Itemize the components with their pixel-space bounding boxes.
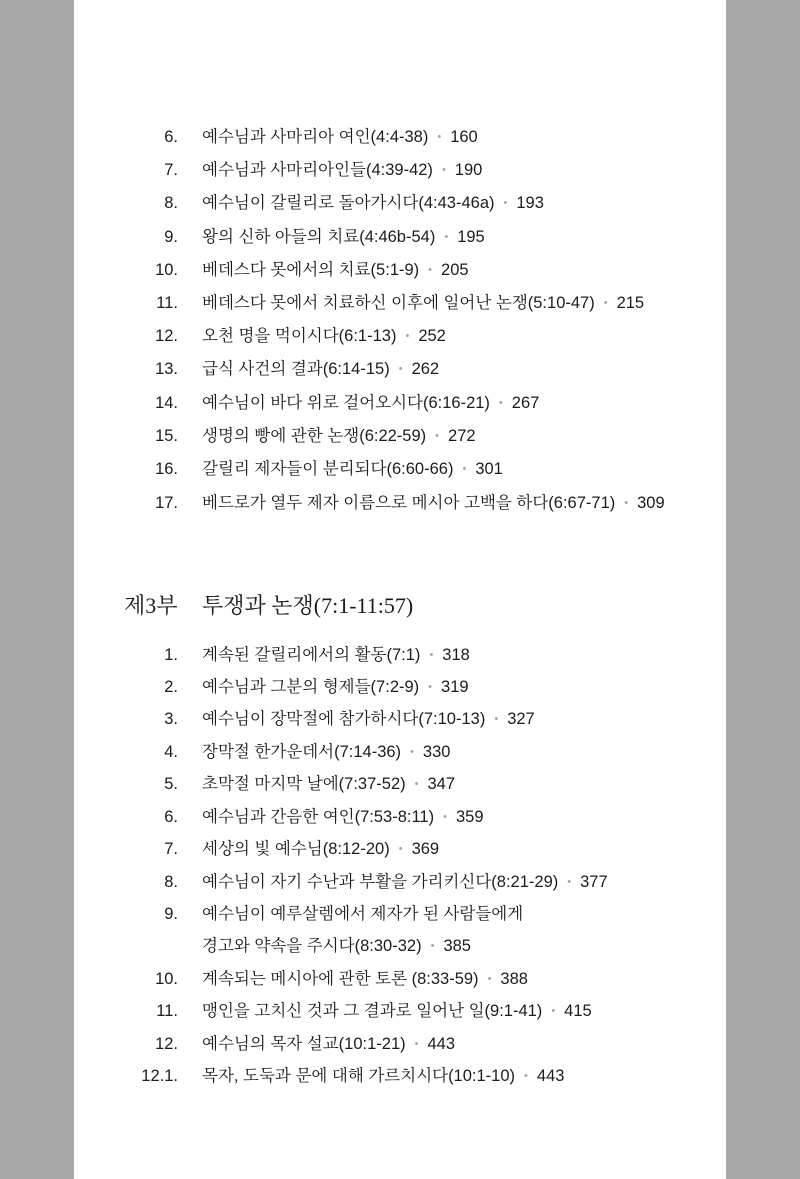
entry-title-line — [202, 866, 608, 898]
bullet-separator: • — [567, 876, 572, 888]
entry-page: 301 — [475, 460, 503, 478]
entry-title: 예수님이 갈릴리로 돌아가시다(4:43-46a) — [202, 194, 495, 212]
entry-title-line — [202, 287, 644, 319]
bullet-separator: • — [503, 197, 508, 209]
entry-title-line — [202, 801, 484, 833]
bullet-separator: • — [405, 330, 410, 342]
entry-number: 9. — [164, 228, 178, 246]
entry-title-line — [202, 1028, 455, 1060]
entry-number: 3. — [164, 710, 178, 728]
bullet-separator: • — [410, 746, 414, 758]
entry-page: 347 — [427, 775, 456, 793]
toc-entry[interactable] — [74, 671, 714, 703]
entry-number: 5. — [164, 775, 178, 793]
entry-page: 330 — [422, 743, 451, 761]
entry-number: 9. — [164, 905, 178, 923]
bullet-separator: • — [603, 297, 608, 309]
entry-title-line — [202, 736, 450, 768]
entry-number: 11. — [156, 294, 178, 312]
entry-title-line — [202, 930, 471, 962]
entry-title: 예수님이 자기 수난과 부활을 가리키신다(8:21-29) — [202, 873, 559, 891]
toc-entry[interactable] — [74, 768, 714, 800]
bullet-separator: • — [430, 940, 435, 952]
entry-page: 388 — [500, 970, 528, 988]
toc-entry[interactable] — [74, 703, 714, 735]
entry-number: 17. — [155, 494, 178, 512]
entry-page: 318 — [442, 646, 470, 664]
entry-page: 359 — [455, 808, 484, 826]
toc-entry[interactable] — [74, 453, 714, 485]
entry-number: 15. — [155, 427, 178, 445]
entry-title: 예수님과 사마리아인들(4:39-42) — [202, 161, 433, 179]
toc-entry[interactable] — [74, 221, 714, 253]
entry-number: 12. — [155, 1035, 178, 1053]
entry-title-line — [202, 453, 503, 485]
entry-number: 7. — [164, 161, 178, 179]
entry-number: 11. — [156, 1002, 178, 1020]
entry-title-line — [202, 221, 485, 253]
bullet-separator: • — [429, 649, 434, 661]
entry-number: 6. — [164, 128, 178, 146]
entry-page: 415 — [564, 1002, 592, 1020]
entry-title: 예수님이 예루살렘에서 제자가 된 사람들에게 — [202, 905, 524, 923]
entry-number: 16. — [155, 460, 178, 478]
bullet-separator: • — [435, 430, 440, 442]
entry-title-line — [202, 671, 469, 703]
toc-entry[interactable] — [74, 995, 714, 1027]
entry-title-line — [202, 963, 528, 995]
bullet-separator: • — [524, 1070, 528, 1082]
bullet-separator: • — [551, 1005, 556, 1017]
toc-entry[interactable] — [74, 1060, 714, 1092]
toc-entry[interactable] — [74, 963, 714, 995]
bullet-separator: • — [414, 778, 419, 790]
toc-entry[interactable] — [74, 121, 714, 153]
entry-title: 계속되는 메시아에 관한 토론 (8:33-59) — [202, 970, 479, 988]
bullet-separator: • — [437, 131, 442, 143]
part-title: 투쟁과 논쟁(7:1-11:57) — [202, 593, 414, 618]
entry-number: 2. — [164, 678, 178, 696]
bullet-separator: • — [494, 713, 499, 725]
entry-title: 계속된 갈릴리에서의 활동(7:1) — [202, 646, 421, 664]
entry-title: 예수님의 목자 설교(10:1-21) — [202, 1035, 406, 1053]
entry-title: 예수님이 바다 위로 걸어오시다(6:16-21) — [202, 394, 490, 412]
entry-title: 맹인을 고치신 것과 그 결과로 일어난 일(9:1-41) — [202, 1002, 543, 1020]
toc-entry[interactable] — [74, 254, 714, 286]
entry-page: 195 — [457, 228, 485, 246]
book-page — [74, 0, 726, 1179]
entry-title: 장막절 한가운데서(7:14-36) — [202, 743, 402, 761]
entry-page: 385 — [443, 937, 471, 955]
toc-entry[interactable] — [74, 387, 714, 419]
entry-title: 베데스다 못에서 치료하신 이후에 일어난 논쟁(5:10-47) — [202, 294, 595, 312]
entry-number: 14. — [155, 394, 178, 412]
entry-page: 377 — [580, 873, 608, 891]
entry-title-line — [202, 420, 476, 452]
entry-page: 193 — [516, 194, 544, 212]
toc-entry[interactable] — [74, 287, 714, 319]
toc-entry[interactable] — [74, 801, 714, 833]
toc-entry[interactable] — [74, 154, 714, 186]
toc-entry[interactable] — [74, 487, 714, 519]
bullet-separator: • — [428, 264, 433, 276]
entry-title: 급식 사건의 결과(6:14-15) — [202, 360, 390, 378]
entry-number: 10. — [155, 261, 178, 279]
entry-number: 13. — [155, 360, 178, 378]
entry-title-line — [202, 833, 439, 865]
entry-page: 190 — [454, 161, 483, 179]
bullet-separator: • — [443, 811, 447, 823]
toc-entry[interactable] — [74, 866, 714, 898]
entry-number: 1. — [164, 646, 178, 664]
toc-entry[interactable] — [74, 1028, 714, 1060]
bullet-separator: • — [444, 231, 449, 243]
entry-title-line — [202, 487, 665, 519]
entry-page: 205 — [441, 261, 469, 279]
bullet-separator: • — [398, 363, 403, 375]
entry-title-line — [202, 995, 592, 1027]
entry-title-line — [202, 154, 482, 186]
toc-entry[interactable] — [74, 420, 714, 452]
bullet-separator: • — [414, 1038, 419, 1050]
entry-title-line — [202, 1060, 564, 1092]
entry-title: 오천 명을 먹이시다(6:1-13) — [202, 327, 397, 345]
entry-title-line — [202, 254, 469, 286]
entry-title: 초막절 마지막 날에(7:37-52) — [202, 775, 406, 793]
entry-page: 369 — [411, 840, 440, 858]
toc-entry[interactable] — [74, 898, 714, 962]
entry-number: 12.1. — [141, 1067, 178, 1085]
toc-entry[interactable] — [74, 320, 714, 352]
entry-title: 생명의 빵에 관한 논쟁(6:22-59) — [202, 427, 427, 445]
entry-page: 215 — [616, 294, 645, 312]
entry-title-line — [202, 121, 478, 153]
entry-title: 예수님과 그분의 형제들(7:2-9) — [202, 678, 420, 696]
entry-title: 세상의 빛 예수님(8:12-20) — [202, 840, 390, 858]
entry-page: 267 — [511, 394, 540, 412]
bullet-separator: • — [487, 973, 492, 985]
entry-number: 8. — [164, 873, 178, 891]
toc-entry[interactable] — [74, 833, 714, 865]
bullet-separator: • — [428, 681, 433, 693]
entry-title: 갈릴리 제자들이 분리되다(6:60-66) — [202, 460, 454, 478]
entry-title: 베드로가 열두 제자 이름으로 메시아 고백을 하다(6:67-71) — [202, 494, 616, 512]
bullet-separator: • — [462, 463, 467, 475]
entry-number: 7. — [164, 840, 178, 858]
entry-title: 예수님과 간음한 여인(7:53-8:11) — [202, 808, 435, 826]
entry-page: 160 — [450, 128, 478, 146]
entry-title-line — [202, 387, 539, 419]
entry-title-line — [202, 639, 470, 671]
entry-page: 443 — [427, 1035, 456, 1053]
entry-title: 예수님이 장막절에 참가하시다(7:10-13) — [202, 710, 486, 728]
entry-title-line — [202, 703, 535, 735]
entry-page: 252 — [418, 327, 446, 345]
toc-entry[interactable] — [74, 187, 714, 219]
entry-title: 예수님과 사마리아 여인(4:4-38) — [202, 128, 429, 146]
entry-number: 4. — [164, 743, 178, 761]
entry-number: 10. — [155, 970, 178, 988]
entry-page: 272 — [448, 427, 476, 445]
toc-entry[interactable] — [74, 639, 714, 671]
entry-title-line — [202, 320, 446, 352]
entry-page: 327 — [507, 710, 535, 728]
entry-title-line — [202, 187, 544, 219]
entry-page: 309 — [637, 494, 665, 512]
toc-entry[interactable] — [74, 353, 714, 385]
entry-page: 262 — [411, 360, 440, 378]
entry-page: 319 — [441, 678, 469, 696]
bullet-separator: • — [498, 397, 503, 409]
entry-page: 443 — [536, 1067, 565, 1085]
bullet-separator: • — [398, 843, 403, 855]
entry-title: 목자, 도둑과 문에 대해 가르치시다(10:1-10) — [202, 1067, 516, 1085]
entry-number: 12. — [155, 327, 178, 345]
entry-title-line — [202, 353, 439, 385]
bullet-separator: • — [624, 497, 629, 509]
part-label: 제3부 — [124, 593, 178, 618]
toc-entry[interactable] — [74, 736, 714, 768]
bullet-separator: • — [441, 164, 446, 176]
entry-number: 6. — [164, 808, 178, 826]
entry-title-continuation: 경고와 약속을 주시다(8:30-32) — [202, 937, 422, 955]
entry-title: 왕의 신하 아들의 치료(4:46b-54) — [202, 228, 436, 246]
entry-number: 8. — [164, 194, 178, 212]
entry-title-line — [202, 768, 455, 800]
entry-title: 베데스다 못에서의 치료(5:1-9) — [202, 261, 420, 279]
